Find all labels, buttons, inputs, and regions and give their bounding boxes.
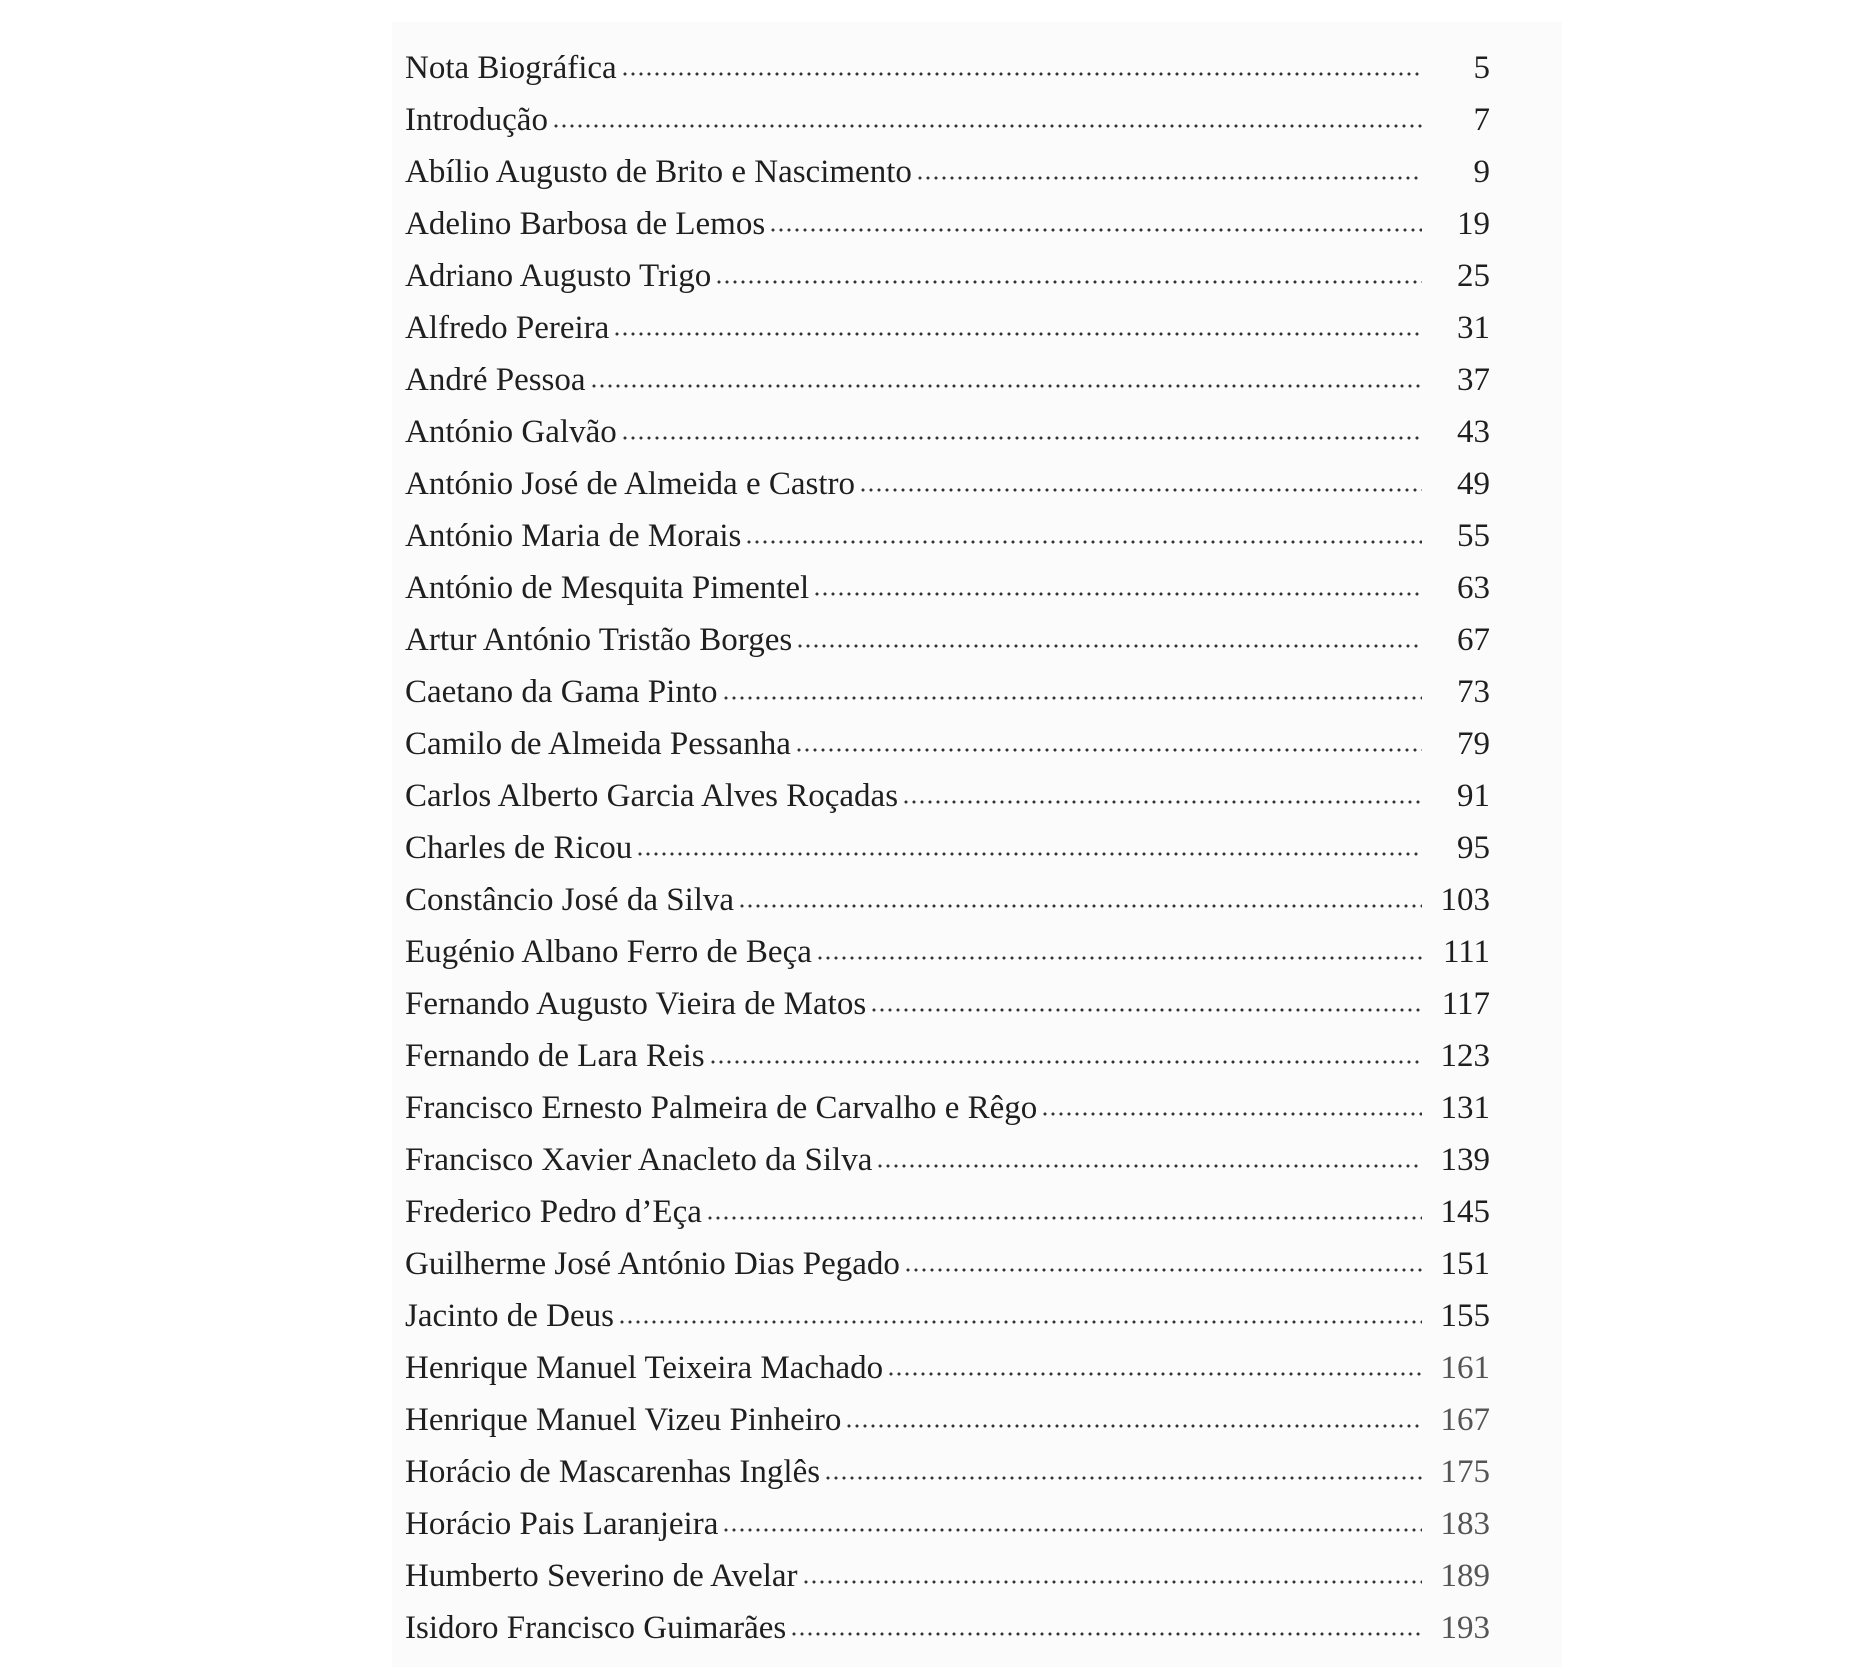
toc-entry-title: António José de Almeida e Castro: [405, 465, 856, 502]
toc-entry: [405, 1186, 1490, 1238]
toc-entry-title: Jacinto de Deus: [405, 1297, 614, 1334]
toc-entry: [405, 1238, 1490, 1290]
toc-entry-page: 95: [1457, 829, 1490, 866]
dot-leader: [590, 384, 1422, 388]
dot-leader: [722, 696, 1422, 700]
toc-entry: [405, 978, 1490, 1030]
toc-entry-title: Adelino Barbosa de Lemos: [405, 205, 766, 242]
toc-entry-page: 151: [1440, 1245, 1490, 1282]
toc-entry-title: Adriano Augusto Trigo: [405, 257, 712, 294]
dot-leader: [715, 280, 1422, 284]
dot-leader: [621, 436, 1422, 440]
dot-leader: [824, 1476, 1422, 1480]
toc-entry-title: Camilo de Almeida Pessanha: [405, 725, 791, 762]
toc-entry-page: 183: [1440, 1505, 1490, 1542]
toc-entry-title: Henrique Manuel Teixeira Machado: [405, 1349, 884, 1386]
dot-leader: [552, 124, 1422, 128]
dot-leader: [738, 904, 1422, 908]
toc-entry: [405, 1394, 1490, 1446]
dot-leader: [795, 748, 1422, 752]
toc-entry-title: Nota Biográfica: [405, 49, 617, 86]
toc-entry-page: 103: [1440, 881, 1490, 918]
dot-leader: [902, 800, 1422, 804]
toc-entry-page: 167: [1440, 1401, 1490, 1438]
toc-entry: [405, 1082, 1490, 1134]
toc-entry: [405, 1602, 1490, 1654]
dot-leader: [621, 72, 1422, 76]
toc-entry: [405, 146, 1490, 198]
toc-entry-page: 25: [1457, 257, 1490, 294]
toc-entry-page: 193: [1440, 1609, 1490, 1646]
dot-leader: [816, 956, 1422, 960]
toc-entry-page: 43: [1457, 413, 1490, 450]
dot-leader: [1041, 1112, 1422, 1116]
toc-entry-page: 31: [1457, 309, 1490, 346]
toc-entry-page: 67: [1457, 621, 1490, 658]
toc-entry-title: Horácio de Mascarenhas Inglês: [405, 1453, 821, 1490]
toc-entry: [405, 354, 1490, 406]
toc-entry-title: André Pessoa: [405, 361, 586, 398]
toc-entry-page: 189: [1440, 1557, 1490, 1594]
toc-entry: [405, 94, 1490, 146]
toc-entry-title: Carlos Alberto Garcia Alves Roçadas: [405, 777, 899, 814]
toc-entry: [405, 614, 1490, 666]
toc-entry-page: 117: [1441, 985, 1490, 1022]
toc-entry: [405, 822, 1490, 874]
toc-entry-title: Fernando de Lara Reis: [405, 1037, 705, 1074]
dot-leader: [796, 644, 1422, 648]
toc-entry-page: 145: [1440, 1193, 1490, 1230]
toc-entry-page: 19: [1457, 205, 1490, 242]
toc-entry-page: 131: [1440, 1089, 1490, 1126]
toc-entry: [405, 770, 1490, 822]
toc-entry-title: António Maria de Morais: [405, 517, 742, 554]
toc-entry-title: Artur António Tristão Borges: [405, 621, 793, 658]
dot-leader: [876, 1164, 1422, 1168]
toc-entry-page: 79: [1457, 725, 1490, 762]
toc-entry-title: Frederico Pedro d’Eça: [405, 1193, 702, 1230]
dot-leader: [802, 1580, 1422, 1584]
dot-leader: [613, 332, 1422, 336]
toc-entry-page: 155: [1440, 1297, 1490, 1334]
toc-entry: [405, 926, 1490, 978]
toc-entry: [405, 458, 1490, 510]
toc-entry-title: Alfredo Pereira: [405, 309, 610, 346]
toc-entry: [405, 302, 1490, 354]
toc-entry-title: Abílio Augusto de Brito e Nascimento: [405, 153, 912, 190]
toc-entry-page: 9: [1473, 153, 1490, 190]
dot-leader: [870, 1008, 1422, 1012]
toc-entry-page: 175: [1440, 1453, 1490, 1490]
dot-leader: [904, 1268, 1422, 1272]
toc-entry: [405, 1134, 1490, 1186]
toc-entry-page: 139: [1440, 1141, 1490, 1178]
dot-leader: [845, 1424, 1422, 1428]
dot-leader: [618, 1320, 1422, 1324]
toc-entry-title: Caetano da Gama Pinto: [405, 673, 718, 710]
toc-entry-page: 161: [1440, 1349, 1490, 1386]
toc-entry-page: 49: [1457, 465, 1490, 502]
toc-entry-title: Fernando Augusto Vieira de Matos: [405, 985, 867, 1022]
toc-entry: [405, 718, 1490, 770]
dot-leader: [790, 1632, 1422, 1636]
toc-entry-title: António de Mesquita Pimentel: [405, 569, 810, 606]
toc-entry: [405, 1550, 1490, 1602]
toc-entry-page: 37: [1457, 361, 1490, 398]
toc-entry: [405, 874, 1490, 926]
toc-entry: [405, 562, 1490, 614]
toc-entry-page: 123: [1440, 1037, 1490, 1074]
toc-entry-title: Eugénio Albano Ferro de Beça: [405, 933, 812, 970]
dot-leader: [887, 1372, 1422, 1376]
toc-entry: [405, 42, 1490, 94]
toc-entry: [405, 250, 1490, 302]
toc-entry: [405, 1342, 1490, 1394]
toc-entry: [405, 198, 1490, 250]
table-of-contents: [405, 42, 1490, 1654]
dot-leader: [709, 1060, 1422, 1064]
toc-entry-title: Constâncio José da Silva: [405, 881, 735, 918]
toc-entry-title: Henrique Manuel Vizeu Pinheiro: [405, 1401, 842, 1438]
toc-entry-title: Introdução: [405, 101, 548, 138]
toc-entry: [405, 510, 1490, 562]
dot-leader: [813, 592, 1422, 596]
dot-leader: [916, 176, 1422, 180]
dot-leader: [722, 1528, 1422, 1532]
toc-entry-title: Horácio Pais Laranjeira: [405, 1505, 719, 1542]
toc-entry-title: Francisco Xavier Anacleto da Silva: [405, 1141, 873, 1178]
toc-entry-page: 73: [1457, 673, 1490, 710]
toc-entry-page: 91: [1457, 777, 1490, 814]
toc-entry-title: Charles de Ricou: [405, 829, 633, 866]
toc-entry-title: Guilherme José António Dias Pegado: [405, 1245, 900, 1282]
toc-entry: [405, 1446, 1490, 1498]
dot-leader: [769, 228, 1422, 232]
toc-entry: [405, 666, 1490, 718]
dot-leader: [706, 1216, 1422, 1220]
dot-leader: [636, 852, 1422, 856]
toc-entry-page: 63: [1457, 569, 1490, 606]
toc-entry-page: 55: [1457, 517, 1490, 554]
toc-entry: [405, 1290, 1490, 1342]
toc-entry-title: Humberto Severino de Avelar: [405, 1557, 798, 1594]
toc-entry-title: Isidoro Francisco Guimarães: [405, 1609, 787, 1646]
toc-entry: [405, 1030, 1490, 1082]
toc-entry: [405, 1498, 1490, 1550]
toc-entry-title: Francisco Ernesto Palmeira de Carvalho e Rêgo: [405, 1089, 1038, 1126]
dot-leader: [859, 488, 1422, 492]
toc-entry: [405, 406, 1490, 458]
toc-entry-page: 5: [1473, 49, 1490, 86]
dot-leader: [745, 540, 1422, 544]
toc-entry-page: 111: [1442, 933, 1490, 970]
toc-entry-title: António Galvão: [405, 413, 617, 450]
toc-entry-page: 7: [1473, 101, 1490, 138]
